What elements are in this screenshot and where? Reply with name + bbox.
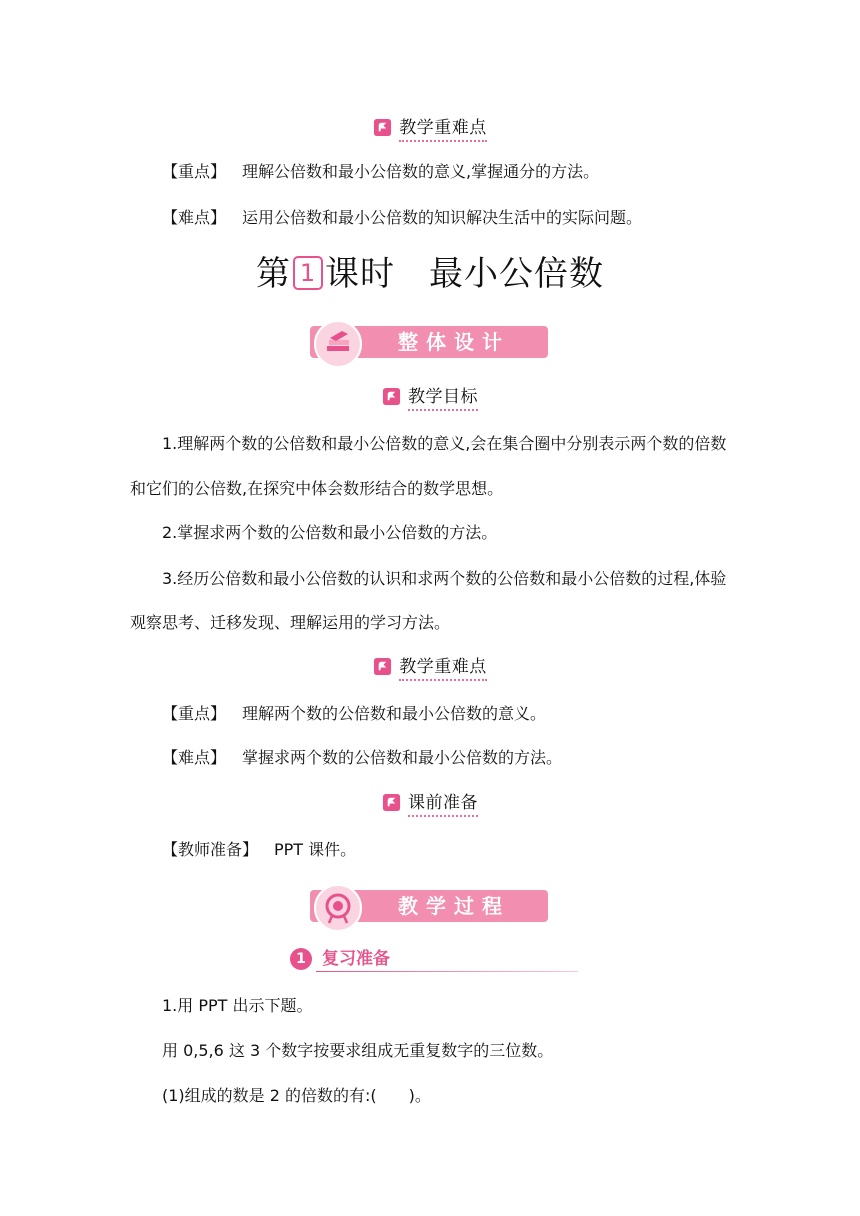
objective-2: 2.掌握求两个数的公倍数和最小公倍数的方法。 xyxy=(162,523,498,542)
review-line-1: 1.用 PPT 出示下题。 xyxy=(162,996,313,1015)
focus-tag: 【重点】 xyxy=(162,162,227,181)
objective-3-line-1: 3.经历公倍数和最小公倍数的认识和求两个数的公倍数和最小公倍数的过程,体验 xyxy=(162,569,727,588)
section-heading-objectives xyxy=(0,382,860,410)
pink-bookmark-icon xyxy=(382,793,401,812)
focus-text: 理解两个数的公倍数和最小公倍数的意义。 xyxy=(242,704,547,723)
pink-bookmark-icon xyxy=(373,657,392,676)
banner-label: 整体设计 xyxy=(398,330,510,354)
objective-1-line-2: 和它们的公倍数,在探究中体会数形结合的数学思想。 xyxy=(130,479,504,498)
lesson-name: 最小公倍数 xyxy=(429,254,604,294)
step-heading xyxy=(290,946,580,976)
teaching-process-banner xyxy=(310,890,548,922)
focus-text: 理解公倍数和最小公倍数的意义,掌握通分的方法。 xyxy=(242,162,600,181)
objective-3-line-2: 观察思考、迁移发现、理解运用的学习方法。 xyxy=(130,613,451,632)
section-title: 教学重难点 xyxy=(399,113,487,142)
focus-tag: 【重点】 xyxy=(162,704,227,723)
banner-label: 教学过程 xyxy=(398,894,510,918)
section-title: 课前准备 xyxy=(408,788,478,817)
lesson-prefix: 第 xyxy=(256,254,291,294)
teacher-preparation-tag: 【教师准备】 xyxy=(162,840,259,859)
step-number-badge: 1 xyxy=(290,948,312,970)
difficulty-tag: 【难点】 xyxy=(162,748,227,767)
section-title: 教学目标 xyxy=(408,382,478,411)
lesson-suffix: 课时 xyxy=(325,254,395,294)
pink-bookmark-icon xyxy=(373,118,392,137)
lesson-title xyxy=(0,252,860,296)
focus-line xyxy=(162,704,546,724)
target-icon xyxy=(314,884,362,932)
section-heading-key-points xyxy=(0,113,860,141)
objective-1-line-1: 1.理解两个数的公倍数和最小公倍数的意义,会在集合圈中分别表示两个数的倍数 xyxy=(162,434,727,453)
teacher-preparation-text: PPT 课件。 xyxy=(274,840,357,859)
step-underline xyxy=(316,971,578,972)
section-title: 教学重难点 xyxy=(399,652,487,681)
section-heading-key-points xyxy=(0,652,860,680)
review-line-2: 用 0,5,6 这 3 个数字按要求组成无重复数字的三位数。 xyxy=(162,1041,554,1060)
lesson-number-badge: 1 xyxy=(293,256,323,290)
focus-line xyxy=(162,162,599,182)
difficulty-line xyxy=(162,208,642,228)
difficulty-line xyxy=(162,748,562,768)
review-line-3: (1)组成的数是 2 的倍数的有:( )。 xyxy=(162,1086,431,1105)
pink-bookmark-icon xyxy=(382,387,401,406)
difficulty-tag: 【难点】 xyxy=(162,208,227,227)
stacked-books-icon xyxy=(314,320,362,368)
overall-design-banner xyxy=(310,326,548,358)
difficulty-text: 运用公倍数和最小公倍数的知识解决生活中的实际问题。 xyxy=(242,208,643,227)
section-heading-preparation xyxy=(0,788,860,816)
step-label: 复习准备 xyxy=(322,949,390,969)
difficulty-text: 掌握求两个数的公倍数和最小公倍数的方法。 xyxy=(242,748,563,767)
teacher-preparation-line xyxy=(162,840,356,860)
